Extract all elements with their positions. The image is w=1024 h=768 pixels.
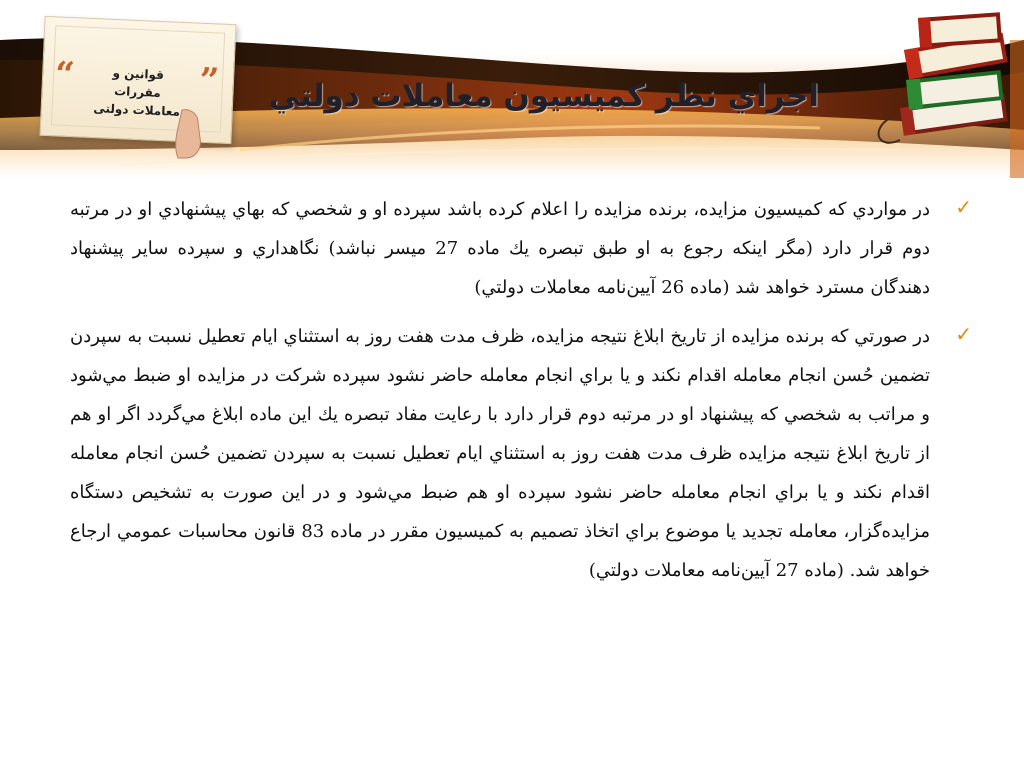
- badge-line-1: قوانين و مقررات: [112, 65, 165, 100]
- bullet-text: در صورتي كه برنده مزايده از تاريخ ابلاغ نتيجه مزايده، ظرف مدت هفت روز به استثناي ايام تعطيل نسبت به سپردن تضمين حُسن انجام معامله اقدام نكند و يا براي انجام معامله حاضر نشود سپرده شركت در مزايده او ضبط مي‌شود و مراتب به شخصي كه پيشنهاد او در مرتبه دوم قرار دارد با رعايت مفاد تبصره يك اين ماده ابلاغ مي‌گردد اگر او هم از تاريخ ابلاغ نتيجه مزايده ظرف مدت هفت روز به استثناي ايام تعطيل نسبت به سپردن تضمين حُسن انجام معامله اقدام نكند و يا براي انجام معامله حاضر نشود سپرده او هم ضبط مي‌شود و در اين صورت به تشخيص دستگاه مزايده‌گزار، معامله تجديد يا موضوع براي اتخاذ تصميم به كميسيون مقرر در ماده 83 قانون محاسبات عمومي ارجاع خواهد شد. (ماده 27 آيين‌نامه معاملات دولتي): [70, 326, 930, 581]
- bullet-item: [70, 317, 972, 590]
- badge-line-2: معاملات دولتی: [93, 101, 181, 119]
- header-banner: [0, 0, 1024, 178]
- slide-title: اجراي نظر كميسيون معاملات دولتي: [268, 78, 819, 114]
- quote-open-icon: “: [54, 54, 76, 96]
- bullet-item: [70, 190, 972, 307]
- quote-close-icon: ”: [198, 60, 220, 102]
- bullet-text: در مواردي كه كميسيون مزايده، برنده مزايده را اعلام كرده باشد سپرده او و شخصي كه بهاي پيشنهادي او در مرتبه دوم قرار دارد (مگر اينكه رجوع به او طبق تبصره يك ماده 27 ميسر نباشد) نگاهداري و سپرده ساير پيشنهاد دهندگان مسترد خواهد شد (ماده 26 آيين‌نامه معاملات دولتي): [70, 199, 930, 298]
- check-icon: ✓: [955, 322, 972, 346]
- hand-icon: [172, 108, 212, 160]
- check-icon: ✓: [955, 195, 972, 219]
- bullet-list: [70, 190, 972, 600]
